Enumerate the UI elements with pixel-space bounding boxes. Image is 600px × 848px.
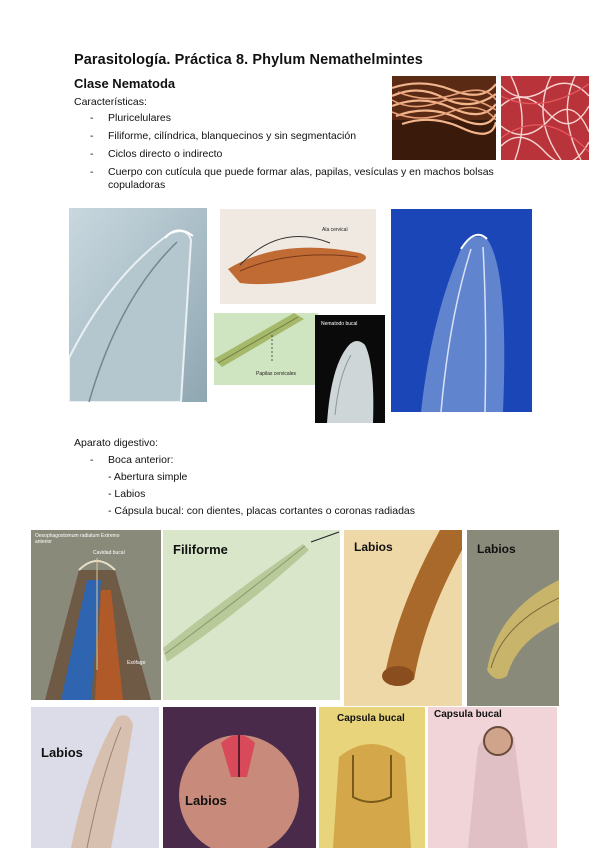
worms-cluster-photo [392, 76, 496, 160]
figure-label: Labios [41, 745, 83, 760]
nematode-blue-micrograph [391, 209, 532, 412]
cervical-alae-micrograph [220, 209, 376, 304]
section-title: Clase Nematoda [74, 76, 176, 91]
figure-label: Filiforme [173, 542, 228, 557]
capsula-bucal-micrograph-2 [428, 707, 557, 848]
figure-label: Labios [477, 542, 516, 556]
capsula-bucal-micrograph-1 [319, 707, 425, 848]
figure-label: Capsula bucal [434, 709, 502, 720]
digestive-subitem: - Labios [108, 488, 146, 500]
filiforme-micrograph [163, 530, 340, 700]
bullet-dash: - [90, 166, 94, 178]
figure-label: Papilas cervicales [256, 371, 297, 377]
digestive-subitem: - Abertura simple [108, 471, 188, 483]
labios-micrograph-1 [344, 530, 462, 706]
figure-label: Capsula bucal [337, 713, 405, 724]
characteristic-item: Pluricelulares [108, 112, 172, 124]
bullet-dash: - [90, 454, 94, 466]
characteristic-item: Ciclos directo o indirecto [108, 148, 223, 160]
labios-micrograph-2 [467, 530, 559, 706]
figure-label: Ala cervical [322, 227, 348, 233]
characteristic-item: Cuerpo con cutícula que puede formar alas, papilas, vesículas y en machos bolsas copuladoras [108, 166, 494, 191]
figure-label: Labios [354, 540, 393, 554]
digestive-heading: Aparato digestivo: [74, 437, 159, 449]
digestive-subitem: - Cápsula bucal: con dientes, placas cortantes o coronas radiadas [108, 505, 416, 517]
characteristics-heading: Características: [74, 96, 147, 108]
cervical-papillae-micrograph [214, 313, 318, 385]
oesophagostomum-stained-photo [31, 530, 161, 700]
figure-label: Labios [185, 793, 227, 808]
page-title: Parasitología. Práctica 8. Phylum Nemathelmintes [74, 52, 423, 68]
figure-label: Esófago [127, 660, 146, 666]
figure-label: Nematodo bucal [321, 321, 358, 327]
labios-sem-photo [163, 707, 316, 848]
labios-micrograph-3 [31, 707, 159, 848]
bullet-dash: - [90, 112, 94, 124]
characteristic-item: Filiforme, cilíndrica, blanquecinos y sin segmentación [108, 130, 357, 142]
digestive-item: Boca anterior: [108, 454, 174, 466]
worms-red-photo [501, 76, 589, 160]
figure-label: Oesophagostomum radiatum Extremo anterior [35, 533, 120, 545]
nematode-head-micrograph [69, 208, 207, 402]
buccal-capsule-sem [315, 315, 385, 423]
bullet-dash: - [90, 130, 94, 142]
bullet-dash: - [90, 148, 94, 160]
figure-label: Cavidad bucal [93, 550, 125, 556]
